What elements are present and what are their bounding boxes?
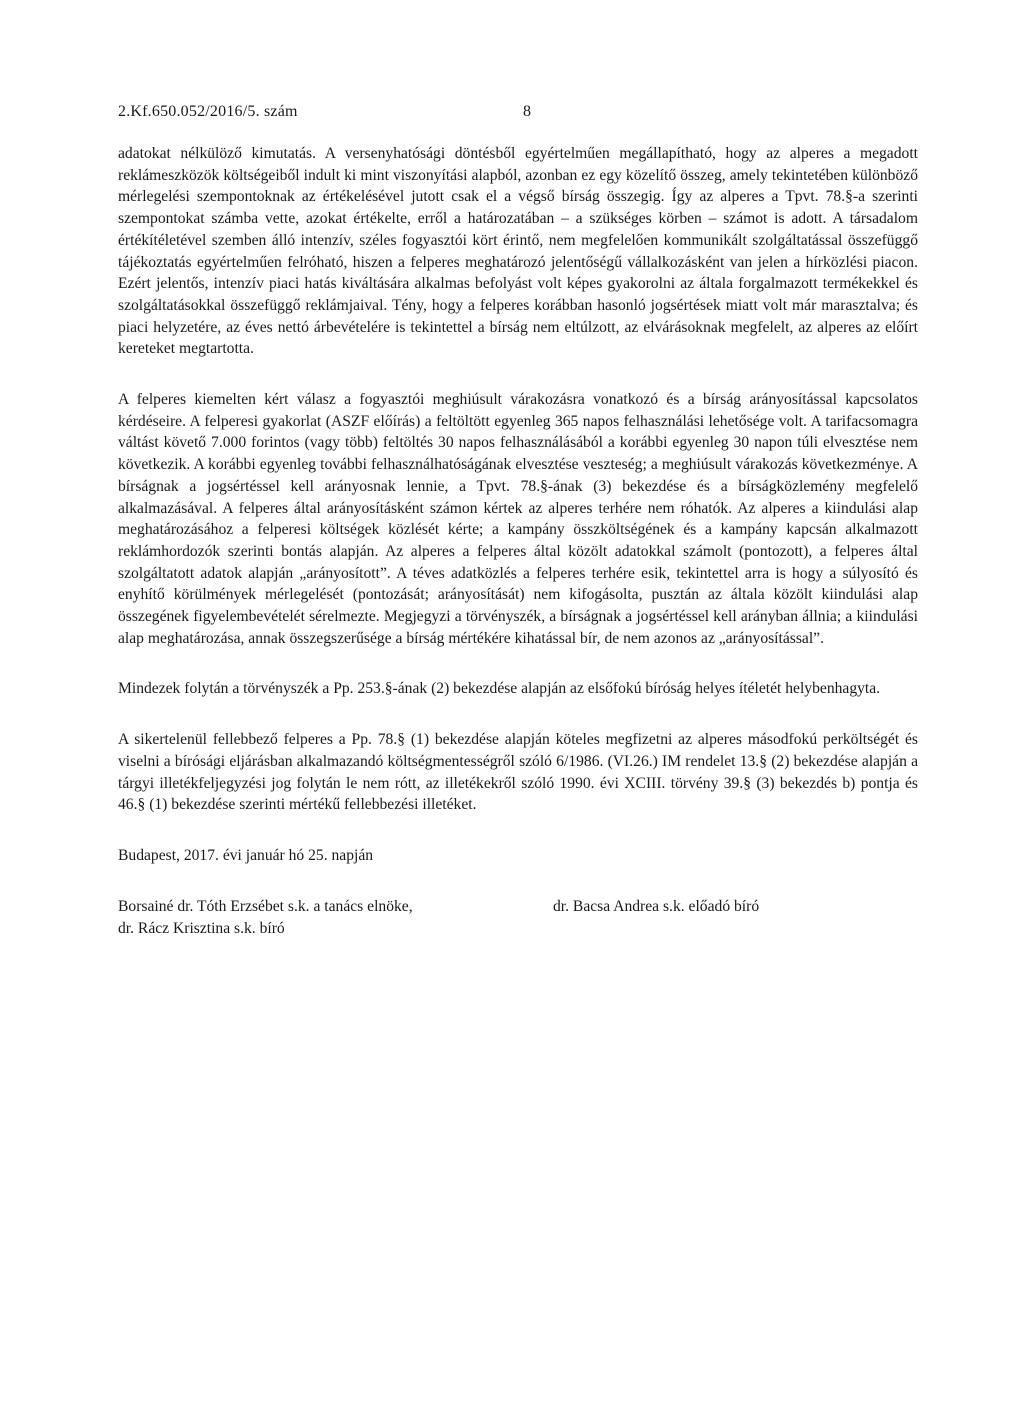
signature-rapporteur-judge: dr. Bacsa Andrea s.k. előadó bíró	[553, 897, 760, 915]
signature-row-1	[118, 896, 918, 918]
paragraph-ruling: Mindezek folytán a törvényszék a Pp. 253.§-ának (2) bekezdése alapján az elsőfokú bíróság helyes ítéletét helybenhagyta.	[118, 680, 881, 698]
page-header	[118, 103, 538, 121]
signature-presiding-judge: Borsainé dr. Tóth Erzsébet s.k. a tanács elnöke,	[118, 897, 413, 915]
case-number: 2.Kf.650.052/2016/5. szám	[118, 103, 298, 120]
paragraph-proportionality: A felperes kiemelten kért válasz a fogyasztói meghiúsult várakozásra vonatkozó és a bírság arányosítással kapcsolatos kérdéseire. A felperesi gyakorlat (ASZF előírás) a feltöltött egyenleg 365 napos felhasználási lehetősége volt. A tarifacsomagra váltást követő 7.000 forintos (vagy több) feltöltés 30 napos felhasználásából a korábbi egyenleg 30 napon túli elvesztése nem következik. A korábbi egyenleg további felhasználhatóságának elvesztése veszteség; a meghiúsult várakozás következménye. A bírságnak a jogsértéssel kell arányosnak lennie, a Tpvt. 78.§-ának (3) bekezdése és a bírságközlemény megfelelő alkalmazásával. A felperes által arányosításként számon kértek az alperes terhére nem róhatók. Az alperes a kiindulási alap meghatározásához a felperesi költségek közlését kérte; a kampány összköltségének és a kampány kapcsán alkalmazott reklámhordozók szerinti bontás alapján. Az alperes a felperes által közölt adatokkal számolt (pontozott), a felperes által szolgáltatott adatok alapján „arányosított”. A téves adatközlés a felperes terhére esik, tekintettel arra is hogy a súlyosító és enyhítő körülmények mérlegelését (pontozását; arányosítását) nem kifogásolta, pusztán az általa közölt kiindulási alap összegének figyelembevételét sérelmezte. Megjegyzi a törvényszék, a bírságnak a jogsértéssel kell arányban állnia; a kiindulási alap meghatározása, annak összegszerűsége a bírság mértékére kihatással bír, de nem azonos az „arányosítással”.	[118, 391, 918, 647]
signature-judge: dr. Rácz Krisztina s.k. bíró	[118, 919, 285, 937]
page-number: 8	[523, 103, 532, 120]
paragraph-fine-assessment: adatokat nélkülöző kimutatás. A versenyhatósági döntésből egyértelműen megállapítható, hogy az alperes a megadott reklámeszközök költségeiből indult ki mint viszonyítási alapból, azonban ez egy közelítő összeg, amely tekintetében különböző mérlegelési szempontoknak az értékelésével jutott csak el a végső bírság összegig. Így az alperes a Tpvt. 78.§-a szerinti szempontokat számba vette, azokat értékelte, erről a határozatában – a szükséges körben – számot is adott. A társadalom értékítéletével szemben álló intenzív, széles fogyasztói kört érintő, nem megfelelően kommunikált szolgáltatással összefüggő tájékoztatás egyértelműen felróható, hiszen a felperes meghatározó jelentőségű vállalkozásként van jelen a hírközlési piacon. Ezért jelentős, intenzív piaci hatás kiváltására alkalmas befolyást volt képes gyakorolni az általa forgalmazott termékekkel és szolgáltatásokkal összefüggő reklámjaival. Tény, hogy a felperes korábban hasonló jogsértések miatt volt már marasztalva; és piaci helyzetére, az éves nettó árbevételére is tekintettel a bírság nem eltúlzott, az elvárásoknak megfelelt, az alperes az előírt kereteket megtartotta.	[118, 145, 918, 358]
document-body	[118, 143, 918, 940]
paragraph-costs: A sikertelenül fellebbező felperes a Pp. 78.§ (1) bekezdése alapján köteles megfizetni az alperes másodfokú perköltségét és viselni a bírósági eljárásban alkalmazandó költségmentességről szóló 6/1986. (VI.26.) IM rendelet 13.§ (2) bekezdése alapján a tárgyi illetékfeljegyzési jog folytán le nem rótt, az illetékekről szóló 1990. évi XCIII. törvény 39.§ (3) bekezdés b) pontja és 46.§ (1) bekezdése szerinti mértékű fellebbezési illetéket.	[118, 731, 918, 814]
date-line: Budapest, 2017. évi január hó 25. napján	[118, 846, 374, 864]
signature-row-2	[118, 918, 918, 940]
